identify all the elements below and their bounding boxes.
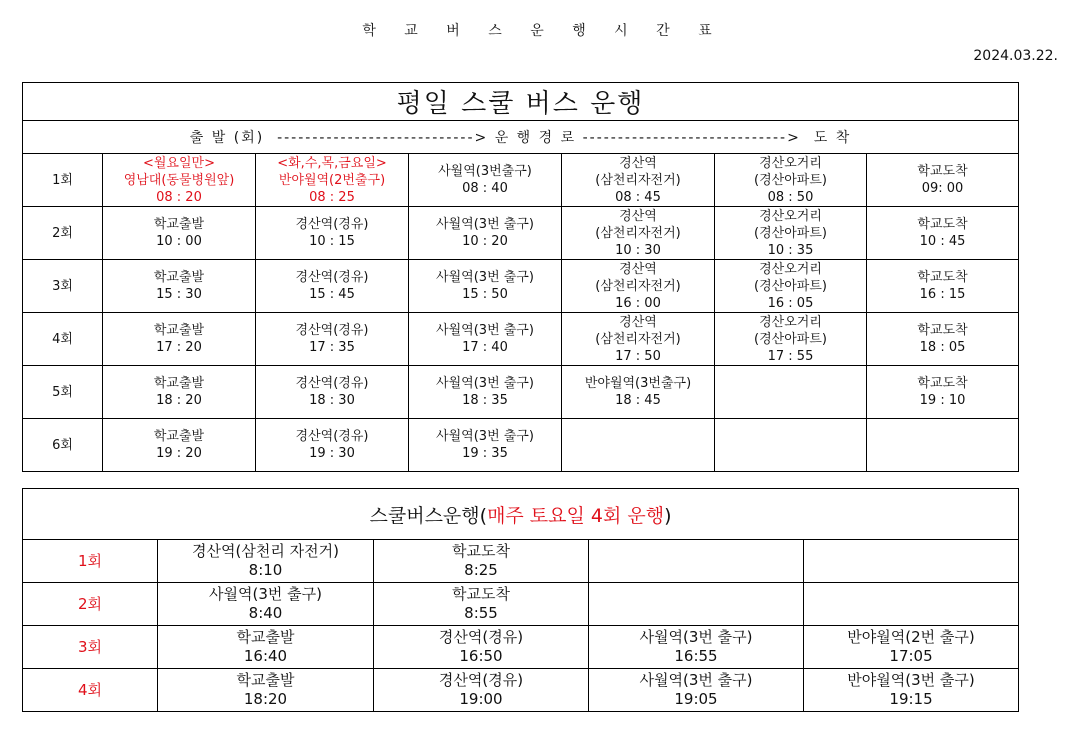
stop-name: 학교도착 — [917, 323, 968, 338]
departure-time: 18 : 20 — [156, 393, 202, 408]
stop-name: 경산역(경유) — [295, 429, 369, 444]
stop-name: 학교출발 — [236, 671, 295, 689]
stop-name: 경산오거리 — [759, 208, 822, 224]
schedule-cell — [562, 260, 715, 313]
table-row — [23, 260, 1019, 313]
departure-time: 8:55 — [464, 604, 498, 622]
stop-name: 학교도착 — [917, 270, 968, 285]
trip-number-label: 1회 — [23, 540, 158, 583]
schedule-cell — [256, 419, 409, 472]
saturday-table-title — [23, 489, 1019, 540]
departure-time: 18 : 35 — [462, 393, 508, 408]
trip-number-label: 3회 — [23, 260, 103, 313]
stop-name: 학교출발 — [153, 217, 205, 232]
schedule-cell — [103, 207, 256, 260]
schedule-cell — [158, 626, 374, 669]
schedule-cell — [374, 583, 589, 626]
schedule-cell — [867, 366, 1019, 419]
stop-name: (경산아파트) — [754, 172, 827, 188]
schedule-cell — [562, 419, 715, 472]
stop-name: 경산역 — [619, 155, 657, 171]
stop-name: 학교도착 — [917, 376, 968, 391]
saturday-title-prefix: 스쿨버스운행( — [369, 504, 488, 527]
departure-time: 15 : 50 — [462, 287, 508, 302]
departure-time: 16 : 15 — [919, 287, 966, 302]
departure-time: 17:05 — [889, 647, 933, 665]
stop-name: 반야월역(2번출구) — [278, 172, 386, 188]
schedule-cell — [562, 154, 715, 207]
stop-name: 반야월역(3번출구) — [584, 376, 692, 391]
schedule-cell — [256, 154, 409, 207]
stop-name: 학교출발 — [153, 429, 205, 444]
departure-time: 18 : 05 — [919, 340, 966, 355]
stop-name: (삼천리자전거) — [595, 331, 681, 347]
stop-name: 경산역(삼천리 자전거) — [192, 542, 339, 560]
stop-name: 경산역(경유) — [295, 323, 369, 338]
departure-time: 8:40 — [248, 604, 283, 622]
stop-name: (삼천리자전거) — [595, 172, 681, 188]
schedule-cell — [715, 154, 867, 207]
table-row — [23, 626, 1019, 669]
stop-name: <화,수,목,금요일> — [277, 155, 387, 171]
schedule-cell — [103, 154, 256, 207]
schedule-cell — [103, 366, 256, 419]
departure-time: 16:50 — [459, 647, 503, 665]
stop-name: 학교출발 — [153, 376, 205, 391]
departure-time: 8:25 — [464, 561, 498, 579]
schedule-cell — [256, 313, 409, 366]
schedule-cell — [715, 260, 867, 313]
departure-time: 16:40 — [243, 647, 288, 665]
departure-time: 10 : 45 — [919, 234, 966, 249]
stop-name: (삼천리자전거) — [595, 225, 681, 241]
schedule-cell — [589, 626, 804, 669]
schedule-cell — [589, 540, 804, 583]
schedule-cell — [867, 419, 1019, 472]
table-row — [23, 154, 1019, 207]
schedule-cell — [804, 669, 1019, 712]
schedule-cell — [804, 583, 1019, 626]
schedule-cell — [867, 313, 1019, 366]
departure-time: 10 : 30 — [615, 242, 661, 258]
departure-time: 19:00 — [459, 690, 503, 708]
schedule-cell — [158, 669, 374, 712]
stop-name: 반야월역(2번 출구) — [847, 628, 975, 646]
stop-name: 경산역(경유) — [295, 270, 369, 285]
schedule-cell — [589, 583, 804, 626]
schedule-cell — [589, 669, 804, 712]
weekday-schedule-table — [22, 82, 1019, 472]
schedule-cell — [409, 313, 562, 366]
trip-number-label: 3회 — [23, 626, 158, 669]
document-date: 2024.03.22. — [973, 48, 1058, 64]
stop-name: (경산아파트) — [754, 225, 827, 241]
stop-name: <월요일만> — [142, 155, 216, 171]
departure-time: 17 : 40 — [462, 340, 508, 355]
schedule-cell — [715, 313, 867, 366]
departure-time: 19 : 10 — [919, 393, 966, 408]
departure-time: 10 : 15 — [309, 234, 355, 249]
schedule-cell — [562, 207, 715, 260]
departure-time: 09: 00 — [921, 181, 964, 196]
departure-time: 16 : 05 — [767, 295, 814, 311]
trip-number-label: 4회 — [23, 313, 103, 366]
trip-number-label: 2회 — [23, 207, 103, 260]
departure-time: 19:15 — [889, 690, 933, 708]
route-header: 출 발 (회) ----------------------------> 운 행 경 로 -----------------------------> 도 착 — [23, 121, 1019, 154]
stop-name: 학교출발 — [153, 270, 205, 285]
departure-time: 19 : 30 — [309, 446, 355, 461]
schedule-cell — [103, 419, 256, 472]
schedule-cell — [103, 313, 256, 366]
saturday-title-highlight: 매주 토요일 4회 운행 — [487, 504, 665, 527]
table-row — [23, 313, 1019, 366]
stop-name: 경산오거리 — [759, 314, 822, 330]
departure-time: 18:20 — [243, 690, 288, 708]
schedule-cell — [409, 154, 562, 207]
schedule-cell — [562, 366, 715, 419]
departure-time: 08 : 45 — [615, 189, 661, 205]
stop-name: 학교출발 — [236, 628, 295, 646]
departure-time: 17 : 35 — [309, 340, 355, 355]
schedule-cell — [867, 207, 1019, 260]
departure-time: 16:55 — [674, 647, 718, 665]
departure-time: 08 : 20 — [156, 189, 202, 205]
trip-number-label: 6회 — [23, 419, 103, 472]
table-row — [23, 669, 1019, 712]
page-title: 학 교 버 스 운 행 시 간 표 — [362, 23, 724, 39]
schedule-cell — [256, 260, 409, 313]
table-row — [23, 540, 1019, 583]
schedule-cell — [103, 260, 256, 313]
schedule-cell — [409, 419, 562, 472]
trip-number-label: 5회 — [23, 366, 103, 419]
schedule-cell — [804, 540, 1019, 583]
saturday-schedule-table — [22, 488, 1019, 712]
stop-name: 학교도착 — [452, 542, 510, 560]
departure-time: 08 : 50 — [767, 189, 814, 205]
stop-name: 학교도착 — [917, 164, 968, 179]
departure-time: 17 : 20 — [156, 340, 202, 355]
schedule-cell — [256, 207, 409, 260]
stop-name: 사월역(3번 출구) — [436, 217, 534, 232]
departure-time: 08 : 25 — [309, 189, 355, 205]
departure-time: 19 : 35 — [462, 446, 508, 461]
stop-name: (경산아파트) — [754, 278, 827, 294]
stop-name: 경산역 — [619, 208, 657, 224]
stop-name: 사월역(3번 출구) — [639, 671, 753, 689]
schedule-cell — [715, 207, 867, 260]
stop-name: 반야월역(3번 출구) — [847, 671, 975, 689]
departure-time: 19 : 20 — [156, 446, 202, 461]
departure-time: 10 : 35 — [767, 242, 814, 258]
table-row — [23, 207, 1019, 260]
stop-name: (경산아파트) — [754, 331, 827, 347]
stop-name: 경산오거리 — [759, 155, 822, 171]
schedule-cell — [409, 260, 562, 313]
schedule-cell — [715, 419, 867, 472]
departure-time: 10 : 20 — [462, 234, 508, 249]
schedule-cell — [562, 313, 715, 366]
departure-time: 17 : 55 — [767, 348, 814, 364]
stop-name: 경산역 — [619, 261, 657, 277]
stop-name: (삼천리자전거) — [595, 278, 681, 294]
departure-time: 19:05 — [674, 690, 718, 708]
departure-time: 18 : 45 — [615, 393, 661, 408]
departure-time: 15 : 30 — [156, 287, 202, 302]
schedule-cell — [804, 626, 1019, 669]
schedule-cell — [715, 366, 867, 419]
departure-time: 10 : 00 — [156, 234, 202, 249]
stop-name: 학교출발 — [153, 323, 205, 338]
schedule-cell — [158, 583, 374, 626]
schedule-cell — [374, 540, 589, 583]
schedule-cell — [374, 669, 589, 712]
stop-name: 학교도착 — [452, 585, 510, 603]
stop-name: 사월역(3번 출구) — [209, 585, 322, 603]
departure-time: 8:10 — [248, 561, 283, 579]
schedule-cell — [374, 626, 589, 669]
trip-number-label: 2회 — [23, 583, 158, 626]
stop-name: 학교도착 — [917, 217, 968, 232]
departure-time: 18 : 30 — [309, 393, 355, 408]
stop-name: 사월역(3번출구) — [438, 164, 532, 179]
saturday-title-suffix: ) — [664, 504, 672, 527]
stop-name: 사월역(3번 출구) — [436, 323, 534, 338]
schedule-cell — [409, 207, 562, 260]
departure-time: 16 : 00 — [615, 295, 661, 311]
schedule-cell — [409, 366, 562, 419]
stop-name: 사월역(3번 출구) — [436, 429, 534, 444]
stop-name: 사월역(3번 출구) — [436, 270, 534, 285]
schedule-cell — [867, 154, 1019, 207]
table-row — [23, 366, 1019, 419]
stop-name: 경산역(경유) — [438, 671, 524, 689]
stop-name: 경산역(경유) — [295, 217, 369, 232]
departure-time: 15 : 45 — [309, 287, 355, 302]
stop-name: 영남대(동물병원앞) — [123, 172, 235, 188]
weekday-table-title: 평일 스쿨 버스 운행 — [23, 83, 1019, 121]
schedule-cell — [256, 366, 409, 419]
table-row — [23, 583, 1019, 626]
schedule-cell — [867, 260, 1019, 313]
trip-number-label: 4회 — [23, 669, 158, 712]
stop-name: 사월역(3번 출구) — [436, 376, 534, 391]
stop-name: 사월역(3번 출구) — [639, 628, 753, 646]
stop-name: 경산역(경유) — [438, 628, 524, 646]
table-row — [23, 419, 1019, 472]
stop-name: 경산역 — [619, 314, 657, 330]
schedule-cell — [158, 540, 374, 583]
stop-name: 경산역(경유) — [295, 376, 369, 391]
departure-time: 17 : 50 — [615, 348, 661, 364]
trip-number-label: 1회 — [23, 154, 103, 207]
stop-name: 경산오거리 — [759, 261, 822, 277]
departure-time: 08 : 40 — [462, 181, 508, 196]
